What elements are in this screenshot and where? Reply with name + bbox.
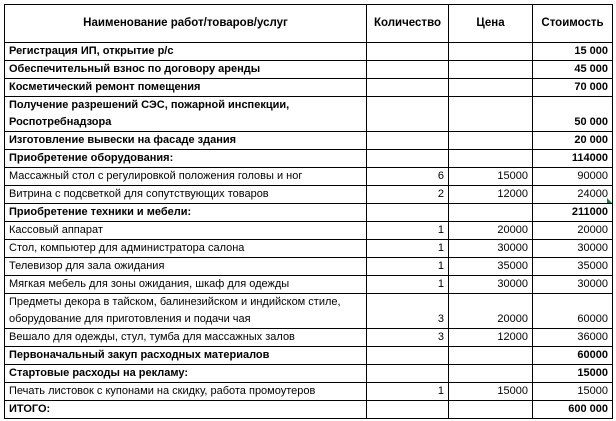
row-qty: 3 (367, 294, 449, 329)
row-cost: 30000 (533, 276, 613, 294)
row-cost: 15000 (533, 383, 613, 401)
row-name: Изготовление вывески на фасаде здания (5, 132, 367, 150)
table-row (5, 329, 613, 347)
row-qty (367, 43, 449, 61)
row-price: 35000 (449, 258, 533, 276)
row-qty: 1 (367, 258, 449, 276)
row-name: Первоначальный закуп расходных материалов (5, 347, 367, 365)
table-row (5, 258, 613, 276)
table-row (5, 276, 613, 294)
cost-table (4, 4, 613, 419)
row-cost: 45 000 (533, 61, 613, 79)
row-price: 12000 (449, 329, 533, 347)
row-qty: 6 (367, 168, 449, 186)
row-name: Вешало для одежды, стул, тумба для массажных залов (5, 329, 367, 347)
row-name: Стол, компьютер для администратора салона (5, 240, 367, 258)
row-name: Стартовые расходы на рекламу: (5, 365, 367, 383)
table-row (5, 383, 613, 401)
row-price: 15000 (449, 383, 533, 401)
row-price: 12000 (449, 186, 533, 204)
header-price: Цена (449, 5, 533, 43)
row-price (449, 97, 533, 132)
table-row (5, 222, 613, 240)
row-qty (367, 401, 449, 419)
row-price (449, 365, 533, 383)
row-cost: 211000 (533, 204, 613, 222)
row-price: 20000 (449, 294, 533, 329)
table-row (5, 347, 613, 365)
row-qty: 2 (367, 186, 449, 204)
row-price (449, 43, 533, 61)
row-qty: 1 (367, 383, 449, 401)
row-cost: 20 000 (533, 132, 613, 150)
row-name: Телевизор для зала ожидания (5, 258, 367, 276)
row-price: 20000 (449, 222, 533, 240)
row-name: Печать листовок с купонами на скидку, работа промоутеров (5, 383, 367, 401)
table-row (5, 240, 613, 258)
row-cost: 15000 (533, 365, 613, 383)
row-cost (533, 186, 613, 204)
row-name: Обеспечительный взнос по договору аренды (5, 61, 367, 79)
row-qty: 3 (367, 329, 449, 347)
table-row (5, 168, 613, 186)
table-row (5, 365, 613, 383)
row-name: Приобретение техники и мебели: (5, 204, 367, 222)
row-qty (367, 79, 449, 97)
header-cost: Стоимость (533, 5, 613, 43)
row-qty: 1 (367, 276, 449, 294)
row-name: Кассовый аппарат (5, 222, 367, 240)
row-name: Косметический ремонт помещения (5, 79, 367, 97)
row-name: Получение разрешений СЭС, пожарной инспекции, Роспотребнадзора (5, 97, 367, 132)
row-cost: 36000 (533, 329, 613, 347)
row-cost: 60000 (533, 294, 613, 329)
row-cost: 70 000 (533, 79, 613, 97)
row-qty (367, 97, 449, 132)
total-label: ИТОГО: (5, 401, 367, 419)
total-row (5, 401, 613, 419)
row-cost: 15 000 (533, 43, 613, 61)
row-qty (367, 347, 449, 365)
cell-flag-icon (607, 198, 613, 204)
row-price (449, 150, 533, 168)
table-row (5, 97, 613, 132)
total-value: 600 000 (533, 401, 613, 419)
row-price (449, 132, 533, 150)
row-cost: 60000 (533, 347, 613, 365)
table-row (5, 61, 613, 79)
row-qty (367, 150, 449, 168)
table-row (5, 132, 613, 150)
row-cost: 114000 (533, 150, 613, 168)
row-price (449, 204, 533, 222)
row-cost-value: 24000 (577, 188, 608, 200)
row-name: Мягкая мебель для зоны ожидания, шкаф для одежды (5, 276, 367, 294)
header-row (5, 5, 613, 43)
row-price: 15000 (449, 168, 533, 186)
row-name: Массажный стол с регулировкой положения головы и ног (5, 168, 367, 186)
row-qty (367, 61, 449, 79)
row-cost: 50 000 (533, 97, 613, 132)
row-cost: 35000 (533, 258, 613, 276)
row-qty (367, 132, 449, 150)
row-price: 30000 (449, 240, 533, 258)
row-price (449, 61, 533, 79)
row-cost: 20000 (533, 222, 613, 240)
table-row (5, 79, 613, 97)
row-qty: 1 (367, 222, 449, 240)
row-price (449, 347, 533, 365)
row-name: Приобретение оборудования: (5, 150, 367, 168)
row-qty (367, 365, 449, 383)
table-row (5, 204, 613, 222)
table-row (5, 150, 613, 168)
row-qty (367, 204, 449, 222)
table-row (5, 186, 613, 204)
row-name: Витрина с подсветкой для сопутствующих товаров (5, 186, 367, 204)
row-name: Регистрация ИП, открытие р/с (5, 43, 367, 61)
row-name: Предметы декора в тайском, балинезийском и индийском стиле, оборудование для приготовления и подачи чая (5, 294, 367, 329)
row-cost: 30000 (533, 240, 613, 258)
header-name: Наименование работ/товаров/услуг (5, 5, 367, 43)
table-row (5, 294, 613, 329)
row-price (449, 79, 533, 97)
row-price: 30000 (449, 276, 533, 294)
table-row (5, 43, 613, 61)
header-qty: Количество (367, 5, 449, 43)
row-cost: 90000 (533, 168, 613, 186)
row-qty: 1 (367, 240, 449, 258)
row-price (449, 401, 533, 419)
